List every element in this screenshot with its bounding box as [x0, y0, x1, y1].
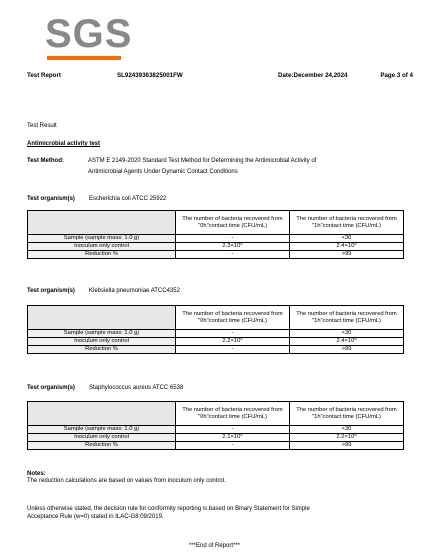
row-label: Reduction %: [28, 251, 176, 259]
cell-value: -: [176, 442, 290, 450]
table-row: [28, 442, 404, 450]
organism-label: Test organism(s): [27, 385, 75, 391]
cell-exponent: 5: [354, 241, 357, 246]
cell-base: 2.4×10: [336, 338, 355, 344]
table-row: [28, 251, 404, 259]
header-blank-cell: [28, 306, 176, 330]
cell-base: 2.2×10: [222, 338, 241, 344]
logo-accent-bar: [47, 56, 121, 60]
cell-value: -: [176, 330, 290, 338]
cell-value: <30: [290, 426, 404, 434]
section-title: Test Result: [27, 123, 57, 129]
header-blank-cell: [28, 402, 176, 426]
table-row: [28, 235, 404, 243]
table-row: [28, 426, 404, 434]
method-label: Test Method:: [27, 158, 64, 164]
row-label: Reduction %: [28, 346, 176, 354]
cell-base: 2.4×10: [336, 243, 355, 249]
results-table: [27, 305, 404, 354]
report-header: [27, 72, 413, 84]
header-blank-cell: [28, 211, 176, 235]
cell-exponent: 5: [354, 336, 357, 341]
cell-value: -: [176, 235, 290, 243]
table-header-row: [28, 402, 404, 426]
cell-value: [290, 338, 404, 346]
table-row: [28, 434, 404, 442]
organism-label: Test organism(s): [27, 196, 75, 202]
row-label: Sample (sample mass: 1.0 g): [28, 426, 176, 434]
cell-value: -: [176, 251, 290, 259]
page-number: Page 3 of 4: [380, 72, 413, 79]
cell-value: -: [176, 426, 290, 434]
decision-rule-line-2: Acceptance Rule (w=0) stated in ILAC-G8:09/2019.: [27, 514, 164, 520]
cell-value: [176, 338, 290, 346]
results-table: [27, 401, 404, 450]
cell-base: 2.3×10: [222, 243, 241, 249]
sgs-logo: [45, 12, 133, 60]
cell-value: <30: [290, 235, 404, 243]
row-label: Sample (sample mass: 1.0 g): [28, 330, 176, 338]
cell-value: -: [176, 346, 290, 354]
header-0h: The number of bacteria recovered from "0h"contact time (CFU/mL): [176, 402, 290, 426]
header-0h: The number of bacteria recovered from "0h"contact time (CFU/mL): [176, 306, 290, 330]
cell-exponent: 5: [240, 432, 243, 437]
report-number: SL92439363825001FW: [117, 72, 183, 79]
cell-value: <30: [290, 330, 404, 338]
decision-rule-line-1: Unless otherwise stated, the decision rule for conformity reporting is based on Binary Statement for Simple: [27, 506, 310, 512]
cell-value: [290, 243, 404, 251]
cell-value: [290, 434, 404, 442]
cell-base: 2.2×10: [336, 434, 355, 440]
cell-exponent: 5: [354, 432, 357, 437]
cell-value: >99: [290, 346, 404, 354]
header-1h: The number of bacteria recovered from "1h"contact time (CFU/mL): [290, 402, 404, 426]
organism-name: Klebsiella pneumoniae ATCC4352: [89, 288, 180, 294]
organism-name: Escherichia coli ATCC 25922: [89, 196, 167, 202]
cell-value: >99: [290, 251, 404, 259]
end-of-report: ***End of Report***: [188, 543, 241, 549]
table-header-row: [28, 211, 404, 235]
notes-title: Notes:: [27, 471, 46, 477]
header-0h: The number of bacteria recovered from "0h"contact time (CFU/mL): [176, 211, 290, 235]
organism-label: Test organism(s): [27, 288, 75, 294]
cell-exponent: 5: [240, 241, 243, 246]
row-label: Sample (sample mass: 1.0 g): [28, 235, 176, 243]
row-label: Reduction %: [28, 442, 176, 450]
header-1h: The number of bacteria recovered from "1h"contact time (CFU/mL): [290, 211, 404, 235]
cell-exponent: 5: [240, 336, 243, 341]
table-row: [28, 346, 404, 354]
row-label: Inoculum only control: [28, 434, 176, 442]
results-table: [27, 210, 404, 259]
table-header-row: [28, 306, 404, 330]
cell-value: >99: [290, 442, 404, 450]
method-line-2: Antimicrobial Agents Under Dynamic Contact Conditions: [88, 169, 238, 175]
row-label: Inoculum only control: [28, 243, 176, 251]
notes-text: The reduction calculations are based on values from inoculum only control.: [27, 478, 226, 484]
cell-base: 2.1×10: [222, 434, 241, 440]
test-name: Antimicrobial activity test: [27, 141, 101, 147]
row-label: Inoculum only control: [28, 338, 176, 346]
organism-name: Staphylococcus aureus ATCC 6538: [89, 385, 184, 391]
header-1h: The number of bacteria recovered from "1h"contact time (CFU/mL): [290, 306, 404, 330]
logo-text: SGS: [45, 12, 133, 56]
cell-value: [176, 434, 290, 442]
table-row: [28, 243, 404, 251]
table-row: [28, 330, 404, 338]
report-date: Date:December 24,2024: [278, 72, 348, 79]
method-line-1: ASTM E 2149-2020 Standard Test Method for Determining the Antimicrobial Activity of: [88, 158, 317, 164]
cell-value: [176, 243, 290, 251]
table-row: [28, 338, 404, 346]
report-label: Test Report: [27, 72, 61, 79]
